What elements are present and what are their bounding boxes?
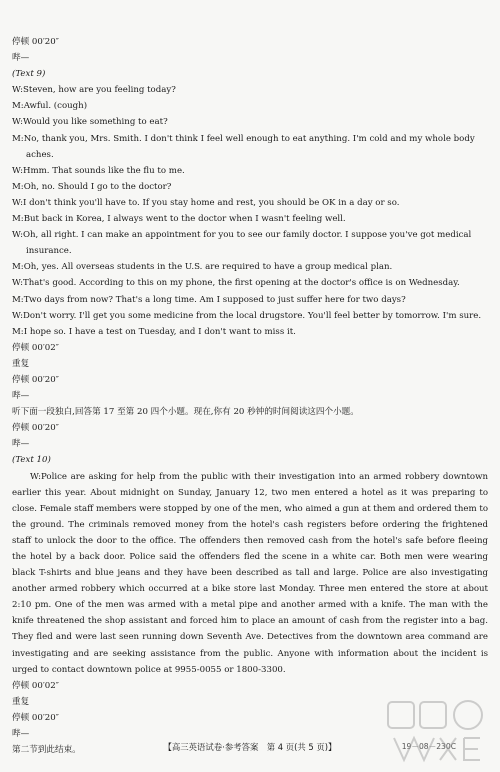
document-body (12, 34, 488, 758)
script-line: M:I hope so. I have a test on Tuesday, and I don't want to miss it. (12, 326, 296, 337)
script-line: (Text 9) (12, 69, 46, 80)
script-line: W:Don't worry. I'll get you some medicine from the local drugstore. You'll feel better by tomorrow. I'm sure. (12, 310, 482, 321)
script-line: W:That's good. According to this on my phone, the first opening at the doctor's office is on Wednesday. (12, 278, 460, 289)
script-line: W:Steven, how are you feeling today? (12, 85, 176, 96)
script-line: 重复 (12, 358, 30, 369)
script-line: M:But back in Korea, I always went to the doctor when I wasn't feeling well. (12, 214, 346, 225)
script-line: W:Hmm. That sounds like the flu to me. (12, 165, 185, 176)
script-line: 停顿 00′02″ (12, 680, 59, 691)
watermark-logo-icon (384, 696, 492, 766)
script-line: M:Two days from now? That's a long time. Am I supposed to just suffer here for two days? (12, 294, 406, 305)
script-line: M:Oh, no. Should I go to the doctor? (12, 181, 172, 192)
paper-code: 19－08－230C (401, 742, 456, 751)
script-line: 哔— (12, 53, 30, 64)
script-line: (Text 10) (12, 455, 51, 466)
script-line: W:I don't think you'll have to. If you stay home and rest, you should be OK in a day or so. (12, 197, 400, 208)
script-line: 哔— (12, 729, 30, 740)
monologue-paragraph: W:Police are asking for help from the public with their investigation into an armed robbery downtown earlier this year. About midnight on Sunday, January 12, two men entered a hotel as it was preparing to close. Female staff members were stopped by one of the men, who aimed a gun at them and ordered them to the ground. The criminals removed money from the hotel's cash registers before ordering the frightened staff to unlock the door to the office. The offenders then removed cash from the hotel's safe before fleeing the hotel by a back door. Police said the offenders fled the scene in a white car. Both men were wearing black T-shirts and blue jeans and they have been described as tall and large. Police are also investigating another armed robbery which occurred at a bike store last Monday. Three men entered the store at about 2:10 pm. One of the men was armed with a metal pipe and another armed with a knife. The man with the knife threatened the shop assistant and forced him to place an amount of cash from the register into a bag. They fled and were last seen running down Seventh Ave. Detectives from the downtown area command are investigating and are seeking assistance from the public. Anyone with information about the incident is urged to contact downtown police at 9955-0055 or 1800-3300. (12, 471, 488, 675)
script-line: 停顿 00′20″ (12, 712, 59, 723)
script-line: 哔— (12, 391, 30, 402)
script-line: M:No, thank you, Mrs. Smith. I don't think I feel well enough to eat anything. I'm cold and my whole body (12, 133, 475, 144)
script-line: W:Would you like something to eat? (12, 117, 168, 128)
page-footer: 【高三英语试卷·参考答案 第 4 页(共 5 页)】 (163, 742, 337, 752)
script-line: aches. (26, 149, 54, 160)
script-line: M:Oh, yes. All overseas students in the U.S. are required to have a group medical plan. (12, 262, 393, 273)
script-line: W:Oh, all right. I can make an appointment for you to see our family doctor. I suppose you've got medical (12, 230, 472, 241)
script-line: 停顿 00′20″ (12, 423, 59, 434)
script-line: M:Awful. (cough) (12, 101, 88, 112)
script-line: 听下面一段独白,回答第 17 至第 20 四个小题。现在,你有 20 秒钟的时间阅读这四个小题。 (12, 407, 359, 418)
script-line: 第二节到此结束。 (12, 745, 81, 756)
script-line: 重复 (12, 696, 30, 707)
script-lines-top (12, 34, 488, 469)
script-line: 哔— (12, 439, 30, 450)
script-line: 停顿 00′20″ (12, 37, 59, 47)
script-line: insurance. (26, 246, 72, 257)
script-line: 停顿 00′02″ (12, 342, 59, 353)
script-line: 停顿 00′20″ (12, 374, 59, 385)
